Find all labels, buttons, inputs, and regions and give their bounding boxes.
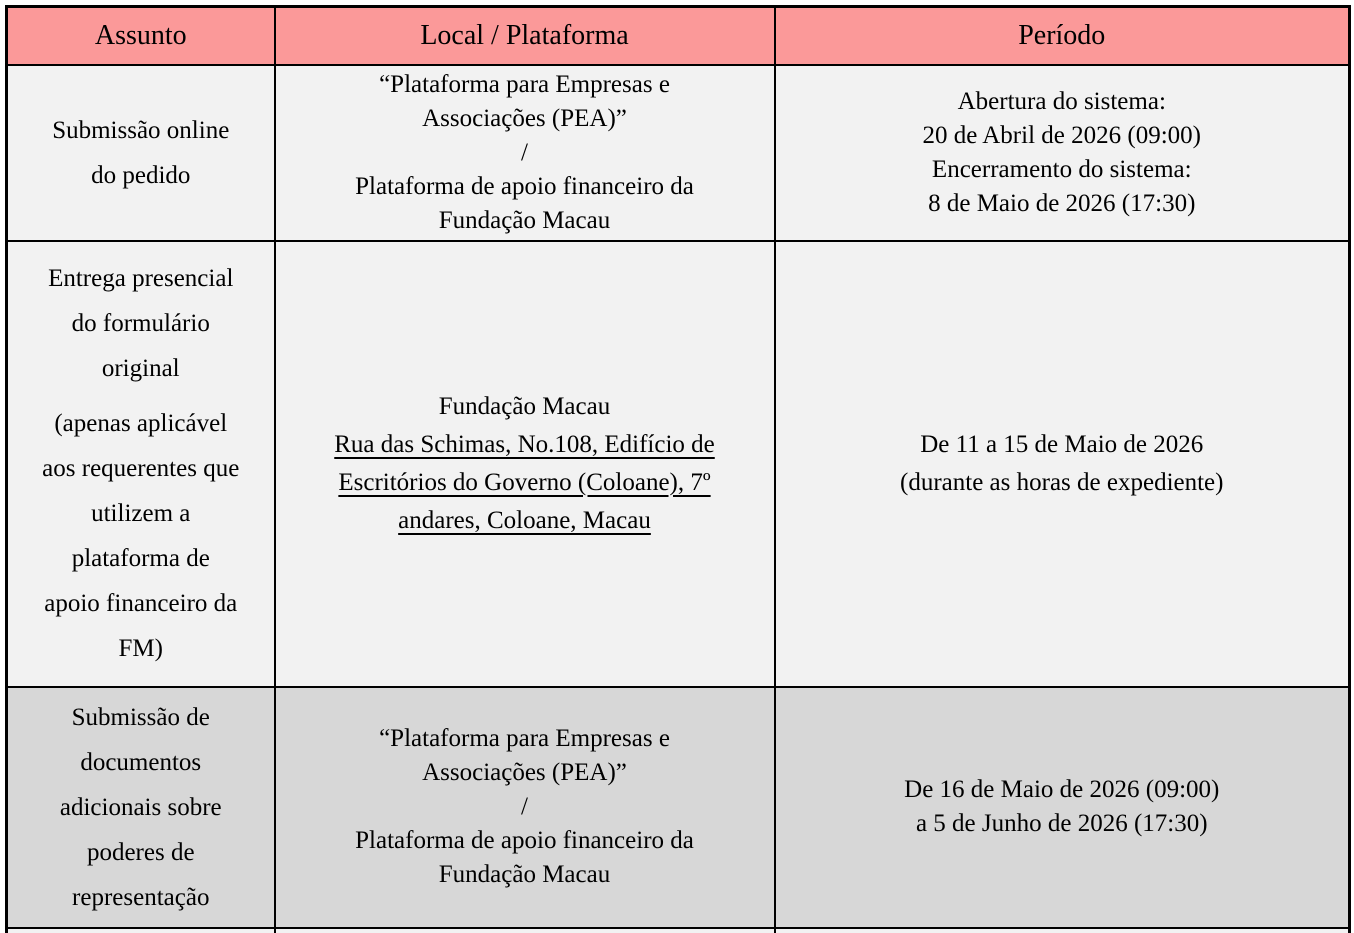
assunto-line: Entrega presencial xyxy=(48,265,234,292)
assunto-line: poderes de xyxy=(86,838,195,866)
periodo-line: (durante as horas de expediente) xyxy=(900,468,1224,496)
assunto-line: representação xyxy=(72,883,210,911)
local-address-line: Escritórios do Governo (Coloane), 7º xyxy=(338,468,711,496)
assunto-line: aos requerentes que xyxy=(42,455,240,482)
cell-local xyxy=(275,928,775,933)
assunto-line: documentos xyxy=(80,748,202,776)
assunto-paragraph-1 xyxy=(18,256,264,391)
local-line: Plataforma de apoio financeiro da xyxy=(355,827,694,854)
local-institution-name: Fundação Macau xyxy=(438,392,611,420)
assunto-line: plataforma de xyxy=(71,545,210,572)
local-separator-slash: / xyxy=(521,793,528,820)
assunto-line: Submissão online xyxy=(52,116,230,144)
periodo-line: Encerramento do sistema: xyxy=(931,155,1192,183)
local-address-line: Rua das Schimas, No.108, Edifício de xyxy=(334,430,715,458)
table-row-documentos-adicionais xyxy=(7,687,1350,928)
local-separator-slash: / xyxy=(521,138,528,166)
local-line: Associações (PEA)” xyxy=(422,759,627,786)
local-line: Plataforma de apoio financeiro da xyxy=(355,172,694,200)
cell-periodo xyxy=(775,65,1350,241)
periodo-line: De 16 de Maio de 2026 (09:00) xyxy=(904,776,1220,803)
assunto-line: adicionais sobre xyxy=(59,793,222,821)
periodo-line: 20 de Abril de 2026 (09:00) xyxy=(922,121,1201,149)
periodo-line: a 5 de Junho de 2026 (17:30) xyxy=(915,810,1208,837)
assunto-line: utilizem a xyxy=(91,500,191,527)
assunto-line: original xyxy=(101,355,180,382)
cell-local xyxy=(275,241,775,687)
column-header-periodo: Período xyxy=(775,7,1350,65)
assunto-line: Submissão de xyxy=(71,703,210,731)
cell-assunto xyxy=(7,65,275,241)
assunto-line: (apenas aplicável xyxy=(54,410,228,437)
cell-assunto xyxy=(7,928,275,933)
cell-periodo xyxy=(775,687,1350,928)
local-address-line: andares, Coloane, Macau xyxy=(398,506,651,534)
table-row-submissao-online xyxy=(7,65,1350,241)
assunto-line: do formulário xyxy=(71,310,210,337)
cell-local xyxy=(275,65,775,241)
assunto-line: apoio financeiro da xyxy=(44,590,238,617)
periodo-line: 8 de Maio de 2026 (17:30) xyxy=(928,189,1196,217)
cell-local xyxy=(275,687,775,928)
cell-assunto xyxy=(7,241,275,687)
table-header-row xyxy=(7,7,1350,65)
local-line: “Plataforma para Empresas e xyxy=(379,725,670,752)
cell-assunto xyxy=(7,687,275,928)
assunto-line: FM) xyxy=(118,635,163,662)
local-line: Associações (PEA)” xyxy=(422,104,627,132)
local-line: Fundação Macau xyxy=(438,206,611,234)
table-row-entrega-presencial xyxy=(7,241,1350,687)
cell-periodo xyxy=(775,928,1350,933)
periodo-line: De 11 a 15 de Maio de 2026 xyxy=(920,430,1204,458)
assunto-line: do pedido xyxy=(91,161,191,189)
assunto-paragraph-2 xyxy=(18,401,264,671)
periodo-line: Abertura do sistema: xyxy=(957,87,1166,115)
column-header-local-plataforma: Local / Plataforma xyxy=(275,7,775,65)
cell-periodo xyxy=(775,241,1350,687)
column-header-assunto: Assunto xyxy=(7,7,275,65)
local-line: “Plataforma para Empresas e xyxy=(379,70,670,98)
table-row-partial xyxy=(7,928,1350,933)
local-line: Fundação Macau xyxy=(438,861,611,888)
submission-schedule-table xyxy=(5,5,1351,933)
